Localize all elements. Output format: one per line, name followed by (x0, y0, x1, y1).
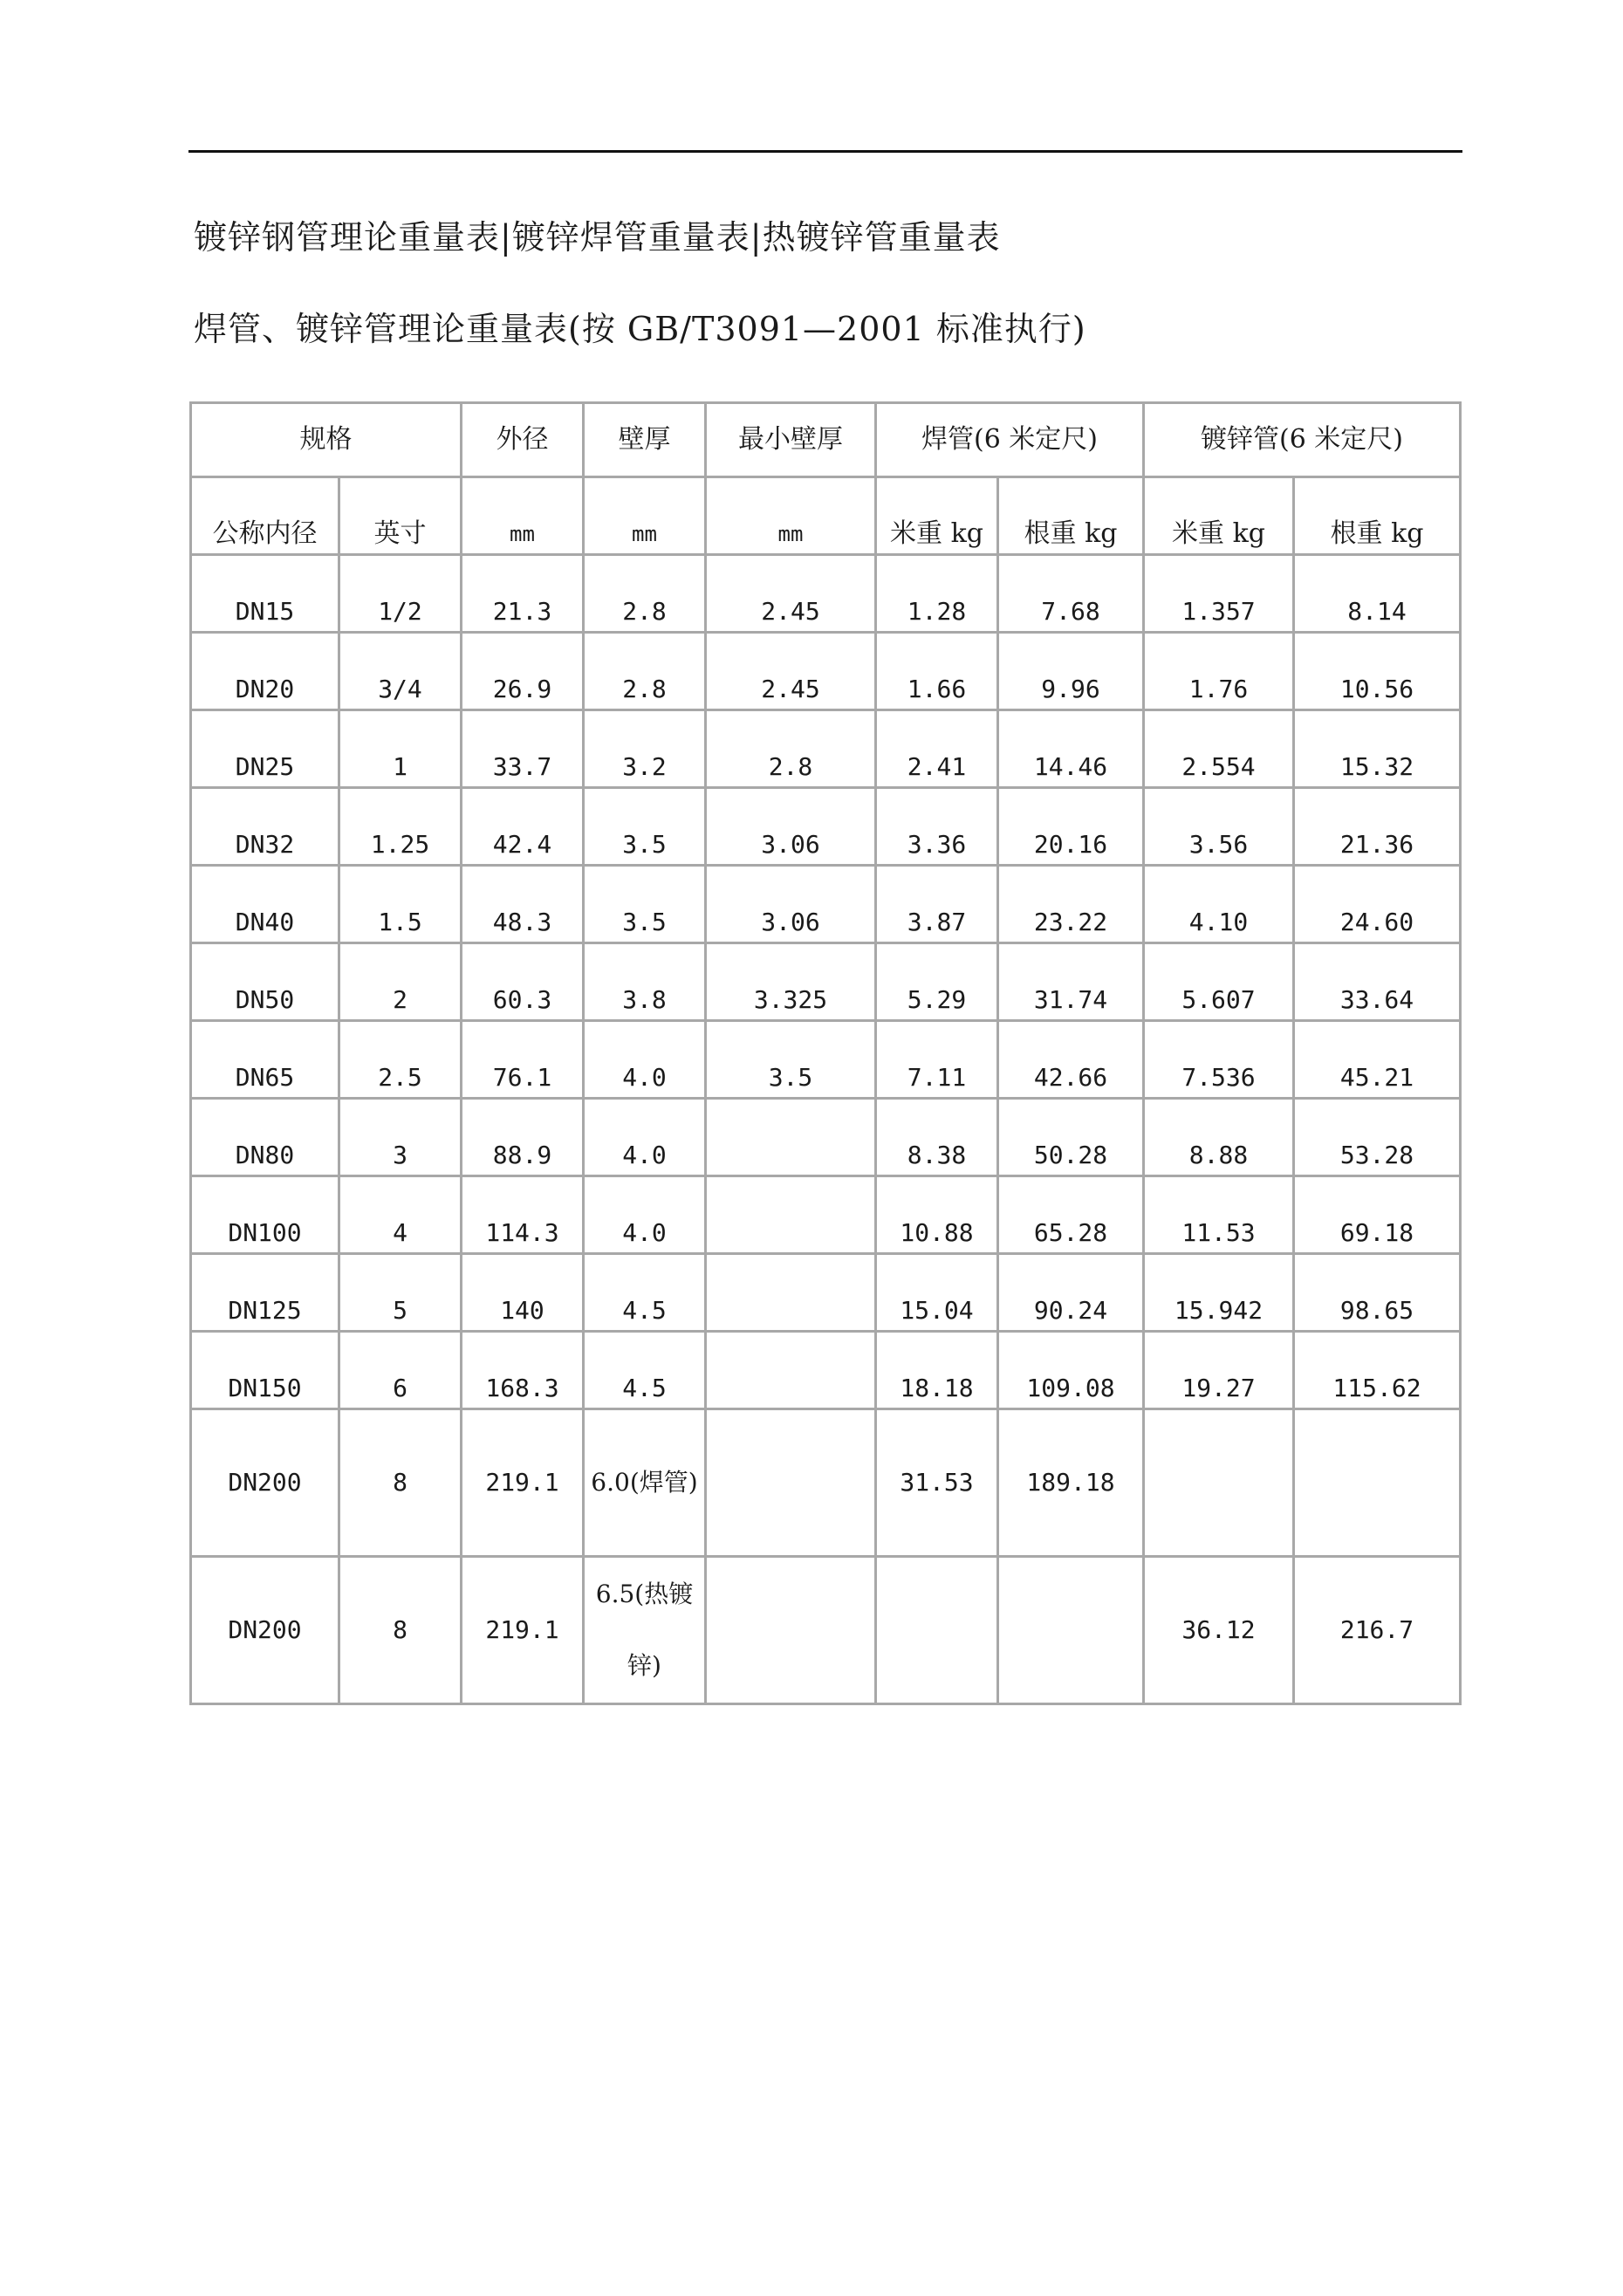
cell-nominal-diameter: DN15 (191, 555, 339, 633)
cell-welded-per-meter: 2.41 (876, 710, 998, 788)
cell-min-wall-thickness: 2.45 (706, 555, 876, 633)
cell-inch: 4 (339, 1176, 462, 1254)
cell-welded-per-piece: 7.68 (998, 555, 1144, 633)
cell-wall-thickness: 4.0 (584, 1021, 706, 1099)
cell-outer-diameter: 48.3 (462, 866, 584, 943)
cell-galv-per-piece: 24.60 (1294, 866, 1461, 943)
cell-wall-thickness: 3.8 (584, 943, 706, 1021)
header-unit-mm: mm (706, 477, 876, 555)
cell-welded-per-piece: 65.28 (998, 1176, 1144, 1254)
cell-galv-per-piece: 216.7 (1294, 1557, 1461, 1704)
table-row (191, 1176, 1461, 1254)
cell-galv-per-piece: 10.56 (1294, 633, 1461, 710)
cell-wall-thickness: 6.5(热镀锌) (584, 1557, 706, 1704)
cell-welded-per-piece (998, 1557, 1144, 1704)
cell-inch: 5 (339, 1254, 462, 1332)
cell-nominal-diameter: DN100 (191, 1176, 339, 1254)
cell-inch: 2.5 (339, 1021, 462, 1099)
top-rule (188, 150, 1462, 153)
cell-min-wall-thickness: 3.06 (706, 788, 876, 866)
cell-welded-per-meter: 1.66 (876, 633, 998, 710)
table-row (191, 1557, 1461, 1704)
page-title: 镀锌钢管理论重量表|镀锌焊管重量表|热镀锌管重量表 (194, 218, 1001, 257)
cell-galv-per-meter: 7.536 (1144, 1021, 1294, 1099)
cell-outer-diameter: 76.1 (462, 1021, 584, 1099)
cell-min-wall-thickness: 2.8 (706, 710, 876, 788)
cell-nominal-diameter: DN200 (191, 1409, 339, 1557)
cell-outer-diameter: 114.3 (462, 1176, 584, 1254)
cell-welded-per-piece: 189.18 (998, 1409, 1144, 1557)
table-row (191, 788, 1461, 866)
cell-nominal-diameter: DN20 (191, 633, 339, 710)
table-row (191, 943, 1461, 1021)
cell-inch: 1/2 (339, 555, 462, 633)
cell-nominal-diameter: DN40 (191, 866, 339, 943)
cell-inch: 1 (339, 710, 462, 788)
cell-welded-per-meter: 7.11 (876, 1021, 998, 1099)
cell-galv-per-meter: 5.607 (1144, 943, 1294, 1021)
cell-wall-thickness: 3.5 (584, 788, 706, 866)
cell-welded-per-piece: 14.46 (998, 710, 1144, 788)
header-galvanized-pipe: 镀锌管(6 米定尺) (1144, 403, 1461, 477)
cell-welded-per-meter: 5.29 (876, 943, 998, 1021)
table-row (191, 633, 1461, 710)
cell-nominal-diameter: DN50 (191, 943, 339, 1021)
cell-outer-diameter: 60.3 (462, 943, 584, 1021)
header-outer-diameter: 外径 (462, 403, 584, 477)
cell-wall-thickness: 4.5 (584, 1332, 706, 1409)
cell-wall-thickness: 3.2 (584, 710, 706, 788)
cell-galv-per-meter (1144, 1409, 1294, 1557)
cell-welded-per-piece: 42.66 (998, 1021, 1144, 1099)
cell-nominal-diameter: DN65 (191, 1021, 339, 1099)
cell-min-wall-thickness: 3.325 (706, 943, 876, 1021)
table-row (191, 1099, 1461, 1176)
cell-welded-per-piece: 31.74 (998, 943, 1144, 1021)
cell-nominal-diameter: DN150 (191, 1332, 339, 1409)
cell-wall-thickness: 4.0 (584, 1099, 706, 1176)
cell-min-wall-thickness (706, 1254, 876, 1332)
cell-galv-per-meter: 3.56 (1144, 788, 1294, 866)
table-row (191, 555, 1461, 633)
cell-welded-per-meter: 3.36 (876, 788, 998, 866)
cell-min-wall-thickness (706, 1409, 876, 1557)
cell-min-wall-thickness (706, 1176, 876, 1254)
cell-welded-per-meter: 10.88 (876, 1176, 998, 1254)
cell-galv-per-meter: 11.53 (1144, 1176, 1294, 1254)
header-unit-mm: mm (584, 477, 706, 555)
header-row-2 (191, 477, 1461, 555)
cell-galv-per-meter: 2.554 (1144, 710, 1294, 788)
cell-min-wall-thickness (706, 1099, 876, 1176)
cell-galv-per-piece: 21.36 (1294, 788, 1461, 866)
cell-galv-per-piece (1294, 1409, 1461, 1557)
header-galv-per-meter: 米重 kg (1144, 477, 1294, 555)
cell-inch: 1.25 (339, 788, 462, 866)
header-welded-per-piece: 根重 kg (998, 477, 1144, 555)
table-row (191, 866, 1461, 943)
cell-wall-thickness: 2.8 (584, 633, 706, 710)
cell-welded-per-piece: 90.24 (998, 1254, 1144, 1332)
table-row (191, 1254, 1461, 1332)
cell-wall-thickness: 4.0 (584, 1176, 706, 1254)
cell-galv-per-piece: 98.65 (1294, 1254, 1461, 1332)
cell-galv-per-meter: 4.10 (1144, 866, 1294, 943)
header-welded-pipe: 焊管(6 米定尺) (876, 403, 1144, 477)
cell-welded-per-piece: 109.08 (998, 1332, 1144, 1409)
cell-welded-per-meter: 18.18 (876, 1332, 998, 1409)
cell-galv-per-meter: 1.357 (1144, 555, 1294, 633)
cell-min-wall-thickness (706, 1332, 876, 1409)
header-row-1 (191, 403, 1461, 477)
cell-galv-per-piece: 69.18 (1294, 1176, 1461, 1254)
cell-galv-per-meter: 15.942 (1144, 1254, 1294, 1332)
cell-welded-per-meter: 8.38 (876, 1099, 998, 1176)
cell-nominal-diameter: DN80 (191, 1099, 339, 1176)
cell-galv-per-piece: 53.28 (1294, 1099, 1461, 1176)
cell-welded-per-meter: 15.04 (876, 1254, 998, 1332)
cell-outer-diameter: 33.7 (462, 710, 584, 788)
header-spec: 规格 (191, 403, 462, 477)
header-nominal-diameter: 公称内径 (191, 477, 339, 555)
cell-welded-per-piece: 50.28 (998, 1099, 1144, 1176)
cell-galv-per-piece: 15.32 (1294, 710, 1461, 788)
cell-inch: 6 (339, 1332, 462, 1409)
cell-welded-per-piece: 20.16 (998, 788, 1144, 866)
cell-welded-per-piece: 9.96 (998, 633, 1144, 710)
table-row (191, 1332, 1461, 1409)
cell-inch: 3/4 (339, 633, 462, 710)
cell-welded-per-meter: 31.53 (876, 1409, 998, 1557)
cell-galv-per-meter: 8.88 (1144, 1099, 1294, 1176)
header-wall-thickness: 壁厚 (584, 403, 706, 477)
cell-inch: 2 (339, 943, 462, 1021)
cell-outer-diameter: 140 (462, 1254, 584, 1332)
cell-wall-thickness: 6.0(焊管) (584, 1409, 706, 1557)
header-welded-per-meter: 米重 kg (876, 477, 998, 555)
cell-inch: 3 (339, 1099, 462, 1176)
cell-wall-thickness: 3.5 (584, 866, 706, 943)
cell-nominal-diameter: DN25 (191, 710, 339, 788)
cell-min-wall-thickness: 3.5 (706, 1021, 876, 1099)
cell-inch: 8 (339, 1557, 462, 1704)
table-title: 焊管、镀锌管理论重量表(按 GB/T3091—2001 标准执行) (194, 310, 1086, 348)
cell-outer-diameter: 21.3 (462, 555, 584, 633)
header-galv-per-piece: 根重 kg (1294, 477, 1461, 555)
cell-nominal-diameter: DN125 (191, 1254, 339, 1332)
table-row (191, 1409, 1461, 1557)
cell-galv-per-piece: 45.21 (1294, 1021, 1461, 1099)
cell-nominal-diameter: DN32 (191, 788, 339, 866)
cell-galv-per-meter: 19.27 (1144, 1332, 1294, 1409)
cell-inch: 8 (339, 1409, 462, 1557)
header-inch: 英寸 (339, 477, 462, 555)
cell-welded-per-meter: 3.87 (876, 866, 998, 943)
cell-galv-per-piece: 8.14 (1294, 555, 1461, 633)
cell-galv-per-piece: 33.64 (1294, 943, 1461, 1021)
cell-welded-per-piece: 23.22 (998, 866, 1144, 943)
cell-welded-per-meter: 1.28 (876, 555, 998, 633)
pipe-weight-table (189, 401, 1462, 1705)
cell-outer-diameter: 168.3 (462, 1332, 584, 1409)
cell-inch: 1.5 (339, 866, 462, 943)
cell-wall-thickness: 4.5 (584, 1254, 706, 1332)
cell-galv-per-piece: 115.62 (1294, 1332, 1461, 1409)
header-unit-mm: mm (462, 477, 584, 555)
cell-outer-diameter: 88.9 (462, 1099, 584, 1176)
table-row (191, 710, 1461, 788)
cell-outer-diameter: 42.4 (462, 788, 584, 866)
cell-min-wall-thickness: 3.06 (706, 866, 876, 943)
cell-min-wall-thickness: 2.45 (706, 633, 876, 710)
cell-outer-diameter: 26.9 (462, 633, 584, 710)
cell-outer-diameter: 219.1 (462, 1409, 584, 1557)
cell-outer-diameter: 219.1 (462, 1557, 584, 1704)
cell-welded-per-meter (876, 1557, 998, 1704)
header-min-wall-thickness: 最小壁厚 (706, 403, 876, 477)
cell-nominal-diameter: DN200 (191, 1557, 339, 1704)
cell-galv-per-meter: 1.76 (1144, 633, 1294, 710)
cell-galv-per-meter: 36.12 (1144, 1557, 1294, 1704)
cell-wall-thickness: 2.8 (584, 555, 706, 633)
table-row (191, 1021, 1461, 1099)
cell-min-wall-thickness (706, 1557, 876, 1704)
